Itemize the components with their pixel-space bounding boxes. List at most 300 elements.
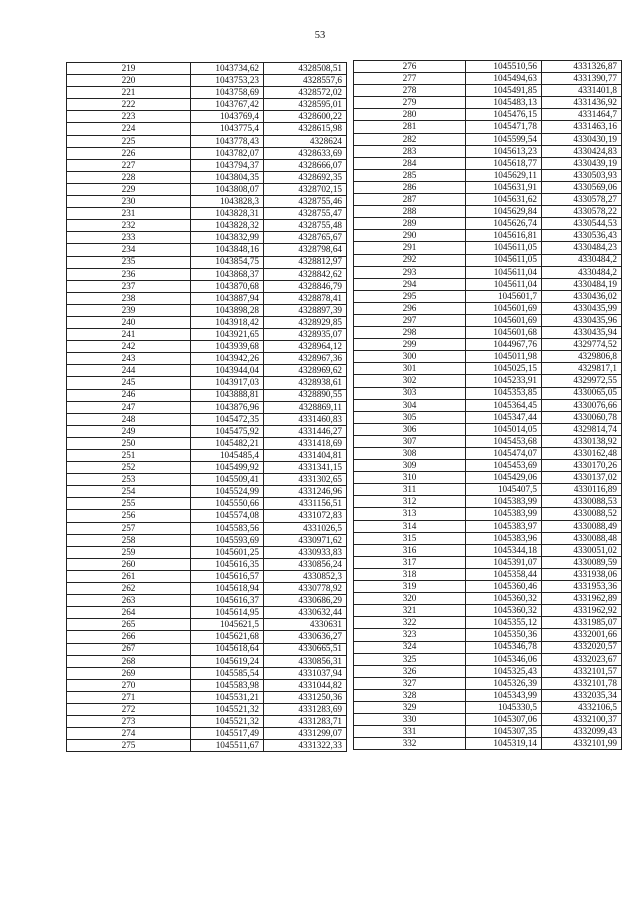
point-number-cell: 298: [354, 327, 466, 339]
point-number-cell: 321: [354, 605, 466, 617]
x-coordinate-cell: 1043753,23: [191, 75, 264, 87]
point-number-cell: 231: [67, 208, 191, 220]
point-number-cell: 230: [67, 196, 191, 208]
point-number-cell: 265: [67, 619, 191, 631]
x-coordinate-cell: 1043775,4: [191, 123, 264, 135]
x-coordinate-cell: 1045626,74: [466, 218, 542, 230]
y-coordinate-cell: 4328615,98: [264, 123, 347, 135]
point-number-cell: 308: [354, 448, 466, 460]
table-row: [67, 280, 347, 292]
x-coordinate-cell: 1045307,06: [466, 714, 542, 726]
point-number-cell: 328: [354, 689, 466, 701]
y-coordinate-cell: 4330430,19: [542, 133, 622, 145]
table-row: [354, 726, 622, 738]
point-number-cell: 316: [354, 544, 466, 556]
y-coordinate-cell: 4330578,22: [542, 206, 622, 218]
x-coordinate-cell: 1045491,85: [466, 85, 542, 97]
table-row: [67, 425, 347, 437]
point-number-cell: 238: [67, 292, 191, 304]
y-coordinate-cell: 4330536,43: [542, 230, 622, 242]
table-row: [354, 242, 622, 254]
table-row: [354, 278, 622, 290]
point-number-cell: 260: [67, 558, 191, 570]
y-coordinate-cell: 4331283,71: [264, 716, 347, 728]
x-coordinate-cell: 1045383,99: [466, 508, 542, 520]
coordinates-table-left-body: [67, 63, 347, 752]
point-number-cell: 289: [354, 218, 466, 230]
point-number-cell: 319: [354, 581, 466, 593]
x-coordinate-cell: 1045614,95: [191, 607, 264, 619]
coordinates-table-left: [66, 62, 347, 752]
table-row: [67, 607, 347, 619]
table-row: [67, 631, 347, 643]
y-coordinate-cell: 4330484,19: [542, 278, 622, 290]
point-number-cell: 315: [354, 532, 466, 544]
x-coordinate-cell: 1043758,69: [191, 87, 264, 99]
x-coordinate-cell: 1045601,69: [466, 314, 542, 326]
table-row: [67, 570, 347, 582]
y-coordinate-cell: 4331326,87: [542, 61, 622, 73]
point-number-cell: 269: [67, 667, 191, 679]
table-row: [354, 73, 622, 85]
table-row: [67, 703, 347, 715]
y-coordinate-cell: 4331044,82: [264, 679, 347, 691]
y-coordinate-cell: 4328755,46: [264, 196, 347, 208]
point-number-cell: 226: [67, 147, 191, 159]
table-row: [67, 498, 347, 510]
y-coordinate-cell: 4328935,07: [264, 329, 347, 341]
y-coordinate-cell: 4331037,94: [264, 667, 347, 679]
table-row: [67, 232, 347, 244]
y-coordinate-cell: 4330088,52: [542, 508, 622, 520]
x-coordinate-cell: 1045383,96: [466, 532, 542, 544]
table-row: [67, 655, 347, 667]
table-row: [67, 99, 347, 111]
x-coordinate-cell: 1045621,5: [191, 619, 264, 631]
table-row: [67, 716, 347, 728]
y-coordinate-cell: 4328765,67: [264, 232, 347, 244]
x-coordinate-cell: 1045550,66: [191, 498, 264, 510]
y-coordinate-cell: 4330138,92: [542, 435, 622, 447]
table-row: [354, 472, 622, 484]
x-coordinate-cell: 1045407,5: [466, 484, 542, 496]
x-coordinate-cell: 1045475,92: [191, 425, 264, 437]
point-number-cell: 235: [67, 256, 191, 268]
y-coordinate-cell: 4331463,16: [542, 121, 622, 133]
table-row: [354, 714, 622, 726]
table-row: [354, 230, 622, 242]
x-coordinate-cell: 1043734,62: [191, 63, 264, 75]
point-number-cell: 271: [67, 691, 191, 703]
y-coordinate-cell: 4332106,5: [542, 701, 622, 713]
y-coordinate-cell: 4329814,74: [542, 423, 622, 435]
y-coordinate-cell: 4329817,1: [542, 363, 622, 375]
y-coordinate-cell: 4330971,62: [264, 534, 347, 546]
point-number-cell: 297: [354, 314, 466, 326]
table-row: [67, 691, 347, 703]
table-row: [354, 520, 622, 532]
table-row: [354, 496, 622, 508]
y-coordinate-cell: 4328755,47: [264, 208, 347, 220]
point-number-cell: 295: [354, 290, 466, 302]
y-coordinate-cell: 4332101,57: [542, 665, 622, 677]
table-row: [67, 268, 347, 280]
y-coordinate-cell: 4329774,52: [542, 339, 622, 351]
y-coordinate-cell: 4328755,48: [264, 220, 347, 232]
table-row: [67, 643, 347, 655]
x-coordinate-cell: 1043944,04: [191, 365, 264, 377]
table-row: [354, 157, 622, 169]
x-coordinate-cell: 1045611,04: [466, 278, 542, 290]
point-number-cell: 283: [354, 145, 466, 157]
x-coordinate-cell: 1045531,21: [191, 691, 264, 703]
y-coordinate-cell: 4330065,05: [542, 387, 622, 399]
y-coordinate-cell: 4331446,27: [264, 425, 347, 437]
y-coordinate-cell: 4331938,06: [542, 568, 622, 580]
point-number-cell: 249: [67, 425, 191, 437]
point-number-cell: 262: [67, 583, 191, 595]
point-number-cell: 311: [354, 484, 466, 496]
table-row: [354, 97, 622, 109]
y-coordinate-cell: 4328929,85: [264, 316, 347, 328]
point-number-cell: 275: [67, 740, 191, 752]
point-number-cell: 245: [67, 377, 191, 389]
point-number-cell: 307: [354, 435, 466, 447]
point-number-cell: 224: [67, 123, 191, 135]
point-number-cell: 234: [67, 244, 191, 256]
point-number-cell: 261: [67, 570, 191, 582]
y-coordinate-cell: 4330856,24: [264, 558, 347, 570]
point-number-cell: 222: [67, 99, 191, 111]
y-coordinate-cell: 4331026,5: [264, 522, 347, 534]
x-coordinate-cell: 1045346,06: [466, 653, 542, 665]
table-row: [67, 462, 347, 474]
x-coordinate-cell: 1045521,32: [191, 716, 264, 728]
x-coordinate-cell: 1045453,69: [466, 460, 542, 472]
x-coordinate-cell: 1043828,32: [191, 220, 264, 232]
point-number-cell: 288: [354, 206, 466, 218]
x-coordinate-cell: 1045353,85: [466, 387, 542, 399]
x-coordinate-cell: 1045618,94: [191, 583, 264, 595]
x-coordinate-cell: 1045326,39: [466, 677, 542, 689]
table-row: [67, 304, 347, 316]
table-row: [67, 401, 347, 413]
x-coordinate-cell: 1045330,5: [466, 701, 542, 713]
table-row: [354, 689, 622, 701]
y-coordinate-cell: 4330060,78: [542, 411, 622, 423]
page-number: 53: [314, 30, 326, 41]
point-number-cell: 301: [354, 363, 466, 375]
coordinates-table-right-body: [354, 61, 622, 750]
x-coordinate-cell: 1045611,04: [466, 266, 542, 278]
table-row: [354, 194, 622, 206]
x-coordinate-cell: 1043808,07: [191, 183, 264, 195]
y-coordinate-cell: 4330051,02: [542, 544, 622, 556]
point-number-cell: 278: [354, 85, 466, 97]
x-coordinate-cell: 1045621,68: [191, 631, 264, 643]
y-coordinate-cell: 4328557,6: [264, 75, 347, 87]
y-coordinate-cell: 4328633,69: [264, 147, 347, 159]
y-coordinate-cell: 4328964,12: [264, 341, 347, 353]
x-coordinate-cell: 1045325,43: [466, 665, 542, 677]
table-row: [354, 181, 622, 193]
x-coordinate-cell: 1043887,94: [191, 292, 264, 304]
x-coordinate-cell: 1045618,64: [191, 643, 264, 655]
x-coordinate-cell: 1045383,97: [466, 520, 542, 532]
y-coordinate-cell: 4330852,3: [264, 570, 347, 582]
x-coordinate-cell: 1043918,42: [191, 316, 264, 328]
x-coordinate-cell: 1043898,28: [191, 304, 264, 316]
table-row: [67, 183, 347, 195]
point-number-cell: 236: [67, 268, 191, 280]
x-coordinate-cell: 1043794,37: [191, 159, 264, 171]
point-number-cell: 324: [354, 641, 466, 653]
x-coordinate-cell: 1043769,4: [191, 111, 264, 123]
table-row: [354, 617, 622, 629]
table-row: [354, 266, 622, 278]
point-number-cell: 296: [354, 302, 466, 314]
point-number-cell: 219: [67, 63, 191, 75]
point-number-cell: 323: [354, 629, 466, 641]
table-row: [67, 667, 347, 679]
y-coordinate-cell: 4332099,43: [542, 726, 622, 738]
table-row: [67, 619, 347, 631]
point-number-cell: 326: [354, 665, 466, 677]
table-row: [67, 87, 347, 99]
table-row: [67, 728, 347, 740]
point-number-cell: 253: [67, 474, 191, 486]
y-coordinate-cell: 4331341,15: [264, 462, 347, 474]
table-row: [354, 423, 622, 435]
point-number-cell: 259: [67, 546, 191, 558]
x-coordinate-cell: 1045629,84: [466, 206, 542, 218]
y-coordinate-cell: 4331322,33: [264, 740, 347, 752]
x-coordinate-cell: 1045474,07: [466, 448, 542, 460]
y-coordinate-cell: 4330088,49: [542, 520, 622, 532]
point-number-cell: 281: [354, 121, 466, 133]
x-coordinate-cell: 1043888,81: [191, 389, 264, 401]
point-number-cell: 241: [67, 329, 191, 341]
x-coordinate-cell: 1043778,43: [191, 135, 264, 147]
y-coordinate-cell: 4332101,99: [542, 738, 622, 750]
point-number-cell: 251: [67, 450, 191, 462]
table-row: [67, 413, 347, 425]
y-coordinate-cell: 4331953,36: [542, 581, 622, 593]
x-coordinate-cell: 1044967,76: [466, 339, 542, 351]
point-number-cell: 305: [354, 411, 466, 423]
table-row: [354, 169, 622, 181]
table-row: [354, 61, 622, 73]
y-coordinate-cell: 4330933,83: [264, 546, 347, 558]
x-coordinate-cell: 1045613,23: [466, 145, 542, 157]
y-coordinate-cell: 4331250,36: [264, 691, 347, 703]
table-row: [354, 508, 622, 520]
y-coordinate-cell: 4330435,94: [542, 327, 622, 339]
table-row: [67, 486, 347, 498]
y-coordinate-cell: 4332101,78: [542, 677, 622, 689]
point-number-cell: 300: [354, 351, 466, 363]
x-coordinate-cell: 1043832,99: [191, 232, 264, 244]
y-coordinate-cell: 4331464,7: [542, 109, 622, 121]
y-coordinate-cell: 4328869,11: [264, 401, 347, 413]
x-coordinate-cell: 1045629,11: [466, 169, 542, 181]
x-coordinate-cell: 1045517,49: [191, 728, 264, 740]
x-coordinate-cell: 1043921,65: [191, 329, 264, 341]
x-coordinate-cell: 1045307,35: [466, 726, 542, 738]
y-coordinate-cell: 4331962,92: [542, 605, 622, 617]
x-coordinate-cell: 1043782,07: [191, 147, 264, 159]
y-coordinate-cell: 4328897,39: [264, 304, 347, 316]
point-number-cell: 292: [354, 254, 466, 266]
table-row: [67, 389, 347, 401]
x-coordinate-cell: 1045521,32: [191, 703, 264, 715]
x-coordinate-cell: 1045585,54: [191, 667, 264, 679]
x-coordinate-cell: 1045350,36: [466, 629, 542, 641]
y-coordinate-cell: 4331401,8: [542, 85, 622, 97]
point-number-cell: 277: [354, 73, 466, 85]
x-coordinate-cell: 1045618,77: [466, 157, 542, 169]
point-number-cell: 227: [67, 159, 191, 171]
x-coordinate-cell: 1045360,46: [466, 581, 542, 593]
x-coordinate-cell: 1045476,15: [466, 109, 542, 121]
y-coordinate-cell: 4331404,81: [264, 450, 347, 462]
point-number-cell: 274: [67, 728, 191, 740]
x-coordinate-cell: 1043876,96: [191, 401, 264, 413]
x-coordinate-cell: 1043942,26: [191, 353, 264, 365]
point-number-cell: 250: [67, 437, 191, 449]
table-row: [67, 256, 347, 268]
x-coordinate-cell: 1045355,12: [466, 617, 542, 629]
table-row: [67, 353, 347, 365]
point-number-cell: 243: [67, 353, 191, 365]
y-coordinate-cell: 4330436,02: [542, 290, 622, 302]
point-number-cell: 318: [354, 568, 466, 580]
point-number-cell: 225: [67, 135, 191, 147]
point-number-cell: 221: [67, 87, 191, 99]
x-coordinate-cell: 1045360,32: [466, 593, 542, 605]
coordinates-table-right: [353, 60, 622, 750]
x-coordinate-cell: 1045601,68: [466, 327, 542, 339]
x-coordinate-cell: 1045025,15: [466, 363, 542, 375]
point-number-cell: 313: [354, 508, 466, 520]
point-number-cell: 329: [354, 701, 466, 713]
y-coordinate-cell: 4330435,96: [542, 314, 622, 326]
point-number-cell: 257: [67, 522, 191, 534]
table-row: [354, 290, 622, 302]
point-number-cell: 310: [354, 472, 466, 484]
x-coordinate-cell: 1045631,62: [466, 194, 542, 206]
point-number-cell: 239: [67, 304, 191, 316]
y-coordinate-cell: 4330665,51: [264, 643, 347, 655]
table-row: [354, 327, 622, 339]
point-number-cell: 303: [354, 387, 466, 399]
table-row: [67, 583, 347, 595]
point-number-cell: 273: [67, 716, 191, 728]
point-number-cell: 246: [67, 389, 191, 401]
x-coordinate-cell: 1045011,98: [466, 351, 542, 363]
x-coordinate-cell: 1045601,25: [191, 546, 264, 558]
table-row: [354, 206, 622, 218]
point-number-cell: 242: [67, 341, 191, 353]
point-number-cell: 317: [354, 556, 466, 568]
table-row: [354, 411, 622, 423]
x-coordinate-cell: 1045611,05: [466, 254, 542, 266]
table-row: [67, 437, 347, 449]
table-row: [67, 377, 347, 389]
x-coordinate-cell: 1045494,63: [466, 73, 542, 85]
y-coordinate-cell: 4331985,07: [542, 617, 622, 629]
x-coordinate-cell: 1043828,3: [191, 196, 264, 208]
x-coordinate-cell: 1045524,99: [191, 486, 264, 498]
table-row: [67, 316, 347, 328]
table-row: [354, 109, 622, 121]
point-number-cell: 304: [354, 399, 466, 411]
table-row: [354, 133, 622, 145]
x-coordinate-cell: 1045574,08: [191, 510, 264, 522]
x-coordinate-cell: 1043767,42: [191, 99, 264, 111]
point-number-cell: 302: [354, 375, 466, 387]
x-coordinate-cell: 1045343,99: [466, 689, 542, 701]
table-row: [354, 532, 622, 544]
x-coordinate-cell: 1045583,98: [191, 679, 264, 691]
x-coordinate-cell: 1045583,56: [191, 522, 264, 534]
table-row: [354, 85, 622, 97]
y-coordinate-cell: 4328692,35: [264, 171, 347, 183]
x-coordinate-cell: 1045616,57: [191, 570, 264, 582]
table-row: [67, 595, 347, 607]
point-number-cell: 223: [67, 111, 191, 123]
y-coordinate-cell: 4332001,66: [542, 629, 622, 641]
y-coordinate-cell: 4330632,44: [264, 607, 347, 619]
x-coordinate-cell: 1045485,4: [191, 450, 264, 462]
x-coordinate-cell: 1045472,35: [191, 413, 264, 425]
point-number-cell: 332: [354, 738, 466, 750]
y-coordinate-cell: 4332023,67: [542, 653, 622, 665]
y-coordinate-cell: 4328878,41: [264, 292, 347, 304]
point-number-cell: 268: [67, 655, 191, 667]
y-coordinate-cell: 4328938,61: [264, 377, 347, 389]
point-number-cell: 258: [67, 534, 191, 546]
point-number-cell: 240: [67, 316, 191, 328]
x-coordinate-cell: 1043854,75: [191, 256, 264, 268]
y-coordinate-cell: 4330089,59: [542, 556, 622, 568]
y-coordinate-cell: 4330578,27: [542, 194, 622, 206]
table-row: [354, 605, 622, 617]
x-coordinate-cell: 1045346,78: [466, 641, 542, 653]
x-coordinate-cell: 1045391,07: [466, 556, 542, 568]
point-number-cell: 327: [354, 677, 466, 689]
point-number-cell: 248: [67, 413, 191, 425]
x-coordinate-cell: 1045482,21: [191, 437, 264, 449]
point-number-cell: 220: [67, 75, 191, 87]
point-number-cell: 264: [67, 607, 191, 619]
point-number-cell: 285: [354, 169, 466, 181]
table-row: [354, 363, 622, 375]
y-coordinate-cell: 4331246,96: [264, 486, 347, 498]
x-coordinate-cell: 1045358,44: [466, 568, 542, 580]
table-row: [67, 292, 347, 304]
point-number-cell: 229: [67, 183, 191, 195]
y-coordinate-cell: 4328572,02: [264, 87, 347, 99]
table-row: [67, 123, 347, 135]
table-row: [67, 558, 347, 570]
table-row: [67, 534, 347, 546]
y-coordinate-cell: 4330636,27: [264, 631, 347, 643]
table-row: [354, 677, 622, 689]
table-row: [354, 387, 622, 399]
point-number-cell: 237: [67, 280, 191, 292]
table-row: [354, 641, 622, 653]
